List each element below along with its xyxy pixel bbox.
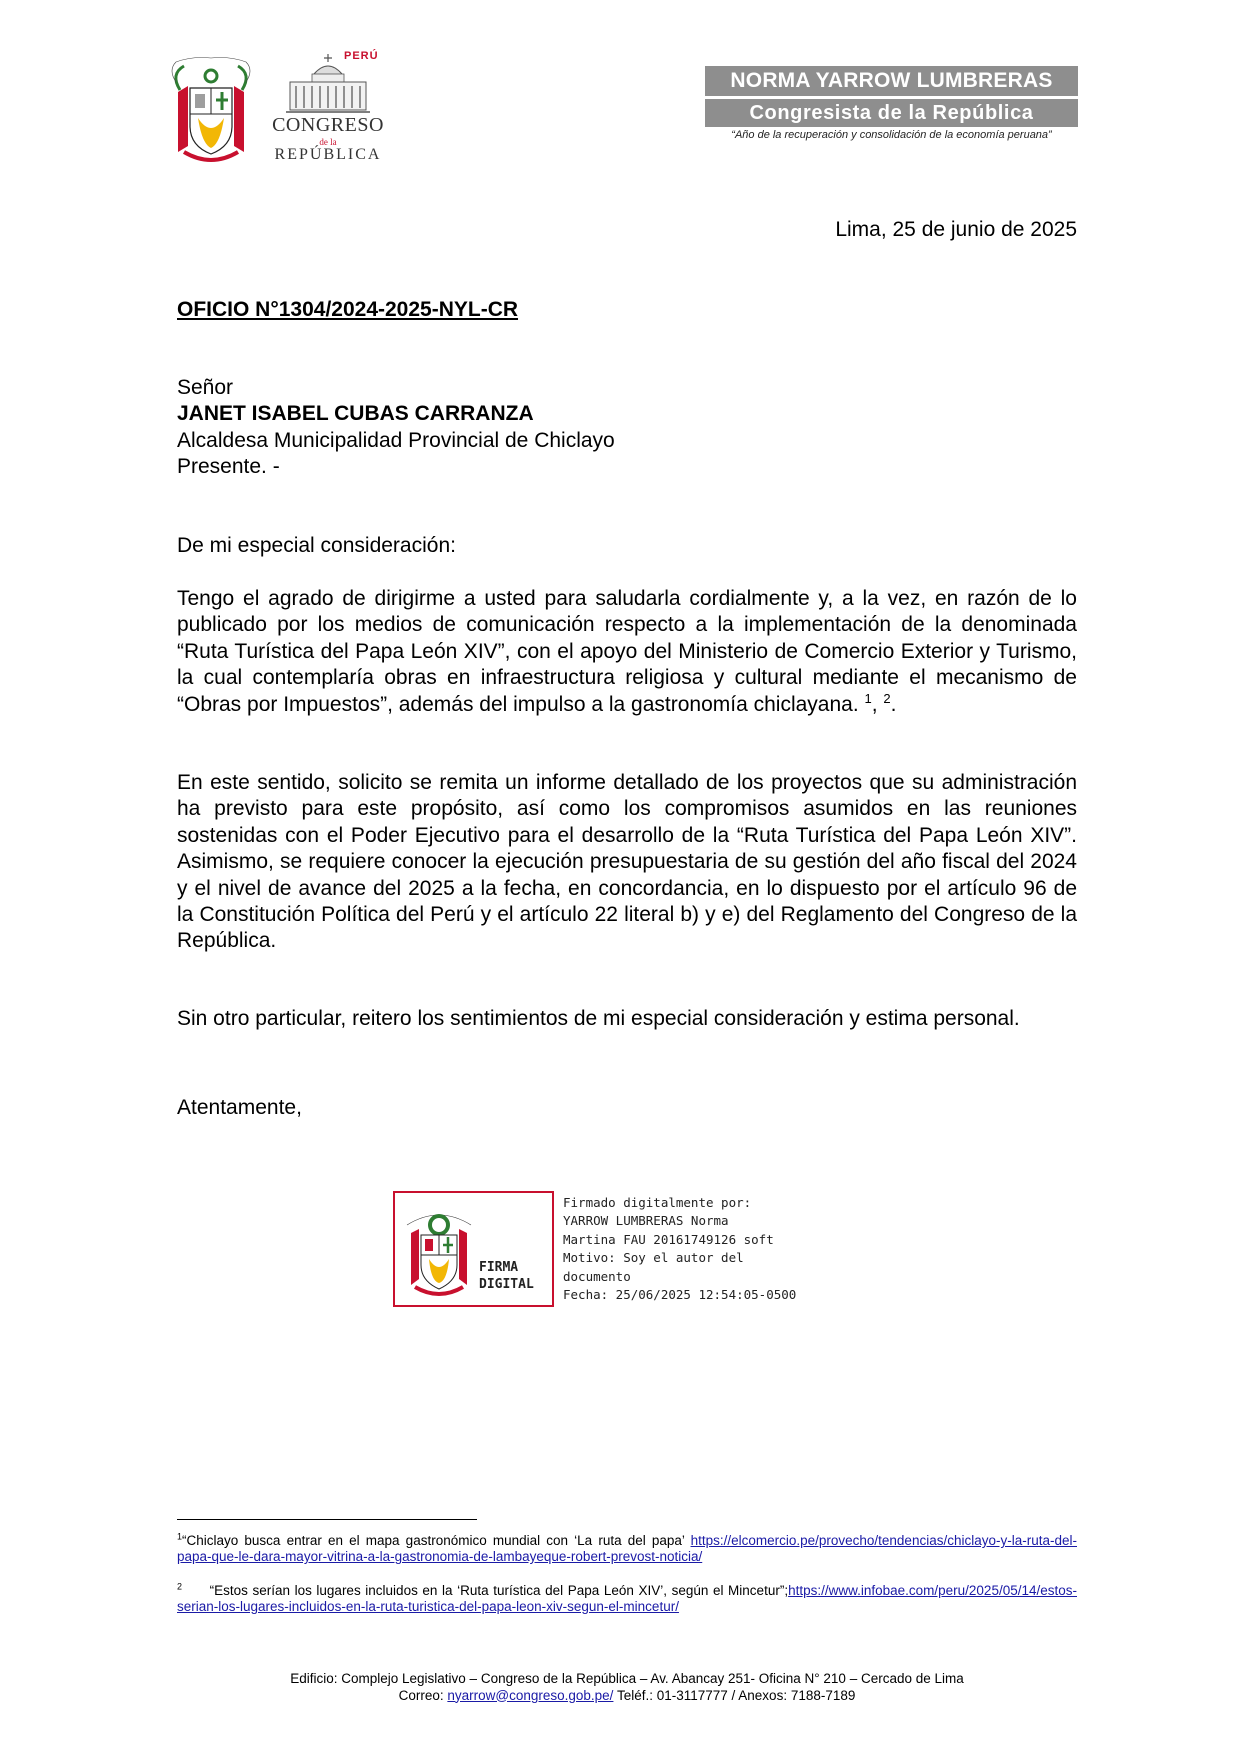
congresswoman-role: Congresista de la República (705, 99, 1078, 127)
footer-address: Edificio: Complejo Legislativo – Congreso de la República – Av. Abancay 251- Oficina N° 210 – Cercado de Lima (290, 1671, 964, 1686)
digital-signature-details (563, 1194, 796, 1304)
letter-closing: Atentamente, (177, 1096, 302, 1119)
congress-logo (266, 44, 386, 164)
congresswoman-name: NORMA YARROW LUMBRERAS (705, 66, 1078, 96)
footnote-1-text: “Chiclayo busca entrar en el mapa gastronómico mundial con ‘La ruta del papa’ (182, 1533, 685, 1548)
congress-logo-line2: de la (319, 137, 337, 147)
footer-email-link[interactable]: nyarrow@congreso.gob.pe/ (447, 1687, 614, 1703)
signature-line: Martina FAU 20161749126 soft (563, 1231, 774, 1247)
congress-logo-country: PERÚ (344, 50, 379, 62)
body-paragraph-3: Sin otro particular, reitero los sentimientos de mi especial consideración y estima personal. (177, 1007, 1020, 1030)
footnote-ref-2: 2 (883, 690, 891, 706)
signature-stamp-label (479, 1259, 534, 1293)
footer-contact (177, 1688, 1077, 1705)
footnote-divider (177, 1519, 477, 1520)
year-motto: “Año de la recuperación y consolidación de la economía peruana” (731, 129, 1052, 141)
signature-seal-icon (401, 1203, 477, 1299)
footnote-2-marker: 2 (177, 1581, 183, 1592)
document-reference: OFICIO N°1304/2024-2025-NYL-CR (177, 298, 519, 321)
congress-logo-line1: CONGRESO (272, 114, 384, 136)
congress-logo-line3: REPÚBLICA (274, 146, 382, 163)
signature-line: Firmado digitalmente por: (563, 1195, 752, 1210)
signature-stamp-line1: FIRMA (479, 1260, 519, 1275)
signature-line: Motivo: Soy el autor del (563, 1250, 744, 1266)
footnote-1-marker: 1 (177, 1531, 183, 1542)
digital-signature-stamp (393, 1191, 554, 1307)
letter-greeting: De mi especial consideración: (177, 534, 456, 557)
footnote-2 (177, 1583, 1077, 1615)
recipient-name: JANET ISABEL CUBAS CARRANZA (177, 402, 534, 426)
body-paragraph-1-text: Tengo el agrado de dirigirme a usted para saludarla cordialmente y, a la vez, en razón de lo publicado por los medios de comunicación respecto a la implementación de la denominada “Ruta Turística del Papa León XIV”, con el apoyo del Ministerio de Comercio Exterior y Turismo, la cual contemplaría obras en infraestructura religiosa y cultural mediante el mecanismo de “Obras por Impuestos”, además del impulso a la gastronomía chiclayana. (177, 587, 1077, 716)
body-paragraph-1: Tengo el agrado de dirigirme a usted para saludarla cordialmente y, a la vez, en razón de lo publicado por los medios de comunicación respecto a la implementación de la denominada “Ruta Turística del Papa León XIV”, con el apoyo del Ministerio de Comercio Exterior y Turismo, la cual contemplaría obras en infraestructura religiosa y cultural mediante el mecanismo de “Obras por Impuestos”, además del impulso a la gastronomía chiclayana. $^1$, $^2$. (177, 587, 1077, 716)
footnote-1-link[interactable]: https://elcomercio.pe/provecho/tendencias/chiclayo-y-la-ruta-del-papa-que-le-dara-mayor-vitrina-a-la-gastronomia-de-lambayeque-robert-prevost-noticia/ (177, 1533, 1077, 1564)
signature-line: YARROW LUMBRERAS Norma (563, 1213, 729, 1229)
footnote-2-text: “Estos serían los lugares incluidos en la ‘Ruta turística del Papa León XIV’, según el Mincetur”; (209, 1583, 789, 1598)
recipient-block (177, 375, 615, 481)
footer-phones: Teléf.: 01-3117777 / Anexos: 7188-7189 (613, 1687, 856, 1703)
footnote-ref-1: 1 (864, 690, 872, 706)
recipient-salutation: Señor (177, 376, 234, 399)
footnote-2-link[interactable]: https://www.infobae.com/peru/2025/05/14/estos-serian-los-lugares-incluidos-en-la-ruta-turistica-del-papa-leon-xiv-segun-el-mincetur/ (177, 1583, 1077, 1614)
body-paragraph-2: En este sentido, solicito se remita un informe detallado de los proyectos que su administración ha previsto para este propósito, así como los compromisos asumidos en las reuniones sostenidas con el Poder Ejecutivo para el desarrollo de la “Ruta Turística del Papa León XIV”. Asimismo, se requiere conocer la ejecución presupuestaria de su gestión del año fiscal del 2024 y el nivel de avance del 2025 a la fecha, en concordancia, en lo dispuesto por el artículo 96 de la Constitución Política del Perú y el artículo 22 literal b) y e) del Reglamento del Congreso de la República. (177, 771, 1077, 953)
signature-line: Fecha: 25/06/2025 12:54:05-0500 (563, 1287, 797, 1303)
congresswoman-name-banner (705, 66, 1078, 127)
recipient-presente: Presente. - (177, 455, 280, 479)
footnote-1 (177, 1533, 1077, 1565)
signature-line: documento (563, 1268, 631, 1284)
page-footer (177, 1671, 1077, 1704)
national-seal-logo (166, 56, 256, 164)
footer-email-label: Correo: (398, 1687, 444, 1703)
signature-stamp-line2: DIGITAL (479, 1277, 534, 1292)
letter-date: Lima, 25 de junio de 2025 (835, 218, 1077, 241)
recipient-title: Alcaldesa Municipalidad Provincial de Chiclayo (177, 428, 615, 452)
